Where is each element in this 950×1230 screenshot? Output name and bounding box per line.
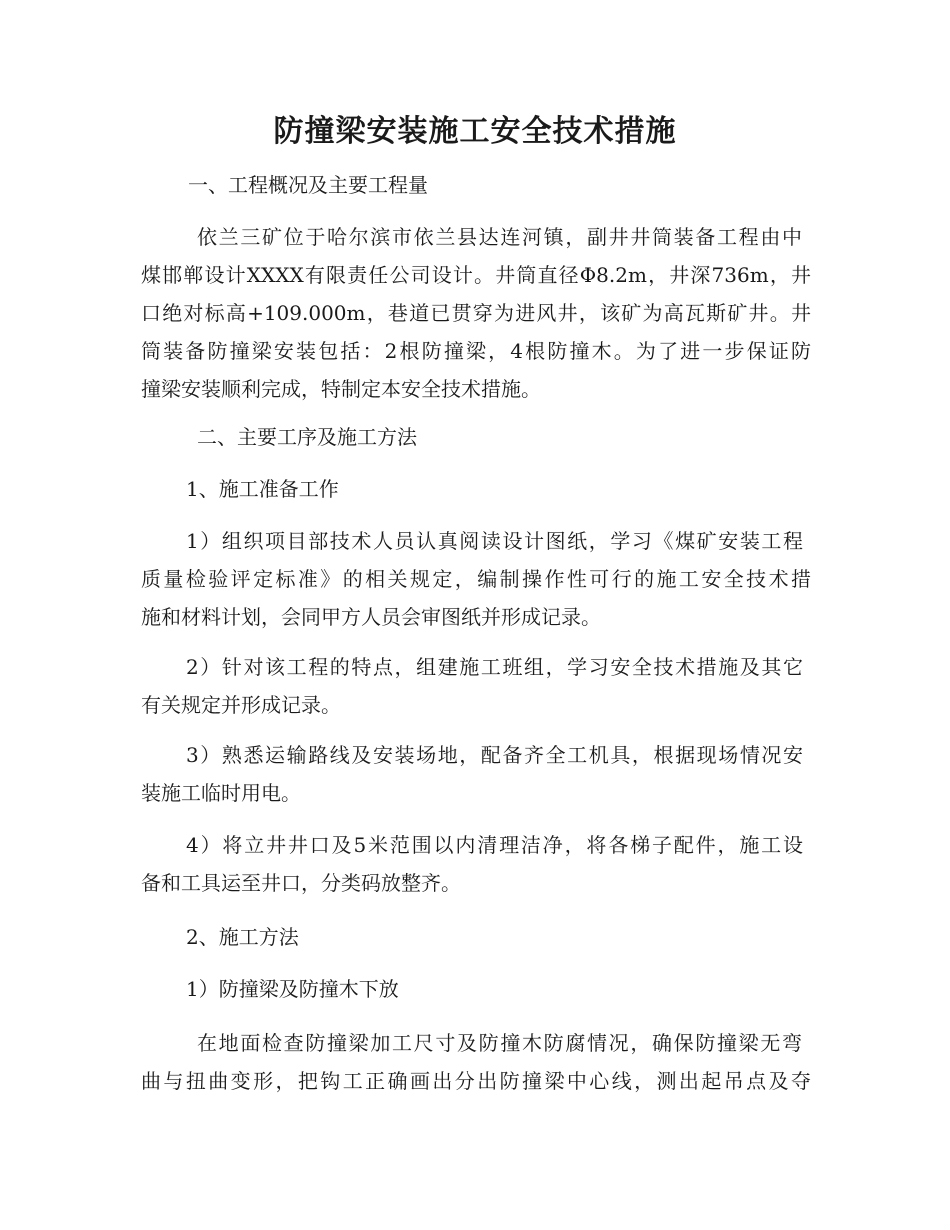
paragraph-line: 4）将立井井口及5米范围以内清理洁净，将各梯子配件，施工设	[186, 833, 803, 857]
paragraph-line: 1）组织项目部技术人员认真阅读设计图纸，学习《煤矿安装工程	[186, 529, 803, 553]
paragraph-line: 依兰三矿位于哈尔滨市依兰县达连河镇，副井井筒装备工程由中	[197, 225, 802, 249]
paragraph-line: 备和工具运至井口，分类码放整齐。	[141, 871, 461, 895]
paragraph-line: 煤邯郸设计XXXX有限责任公司设计。井筒直径Φ8.2m，井深736m，井	[141, 263, 811, 287]
section-1-heading: 一、工程概况及主要工程量	[188, 173, 428, 197]
paragraph-line: 质量检验评定标准》的相关规定，编制操作性可行的施工安全技术措	[141, 567, 811, 591]
document-title: 防撞梁安装施工安全技术措施	[273, 114, 677, 149]
paragraph-line: 在地面检查防撞梁加工尺寸及防撞木防腐情况，确保防撞梁无弯	[197, 1031, 802, 1055]
paragraph-line: 2）针对该工程的特点，组建施工班组，学习安全技术措施及其它	[186, 655, 803, 679]
paragraph-line: 筒装备防撞梁安装包括：2根防撞梁，4根防撞木。为了进一步保证防	[141, 339, 811, 363]
paragraph-line: 口绝对标高+109.000m，巷道已贯穿为进风井，该矿为高瓦斯矿井。井	[141, 301, 811, 325]
paragraph-line: 装施工临时用电。	[141, 781, 301, 805]
paragraph-line: 施和材料计划，会同甲方人员会审图纸并形成记录。	[141, 605, 601, 629]
subsection-2-heading: 2、施工方法	[186, 925, 299, 949]
subsection-2-item-1-heading: 1）防撞梁及防撞木下放	[186, 977, 399, 1001]
section-2-heading: 二、主要工序及施工方法	[197, 425, 417, 449]
paragraph-line: 有关规定并形成记录。	[141, 693, 341, 717]
paragraph-line: 撞梁安装顺利完成，特制定本安全技术措施。	[141, 377, 541, 401]
subsection-1-heading: 1、施工准备工作	[186, 477, 339, 501]
paragraph-line: 3）熟悉运输路线及安装场地，配备齐全工机具，根据现场情况安	[186, 743, 803, 767]
paragraph-line: 曲与扭曲变形，把钩工正确画出分出防撞梁中心线，测出起吊点及夺	[141, 1069, 811, 1093]
